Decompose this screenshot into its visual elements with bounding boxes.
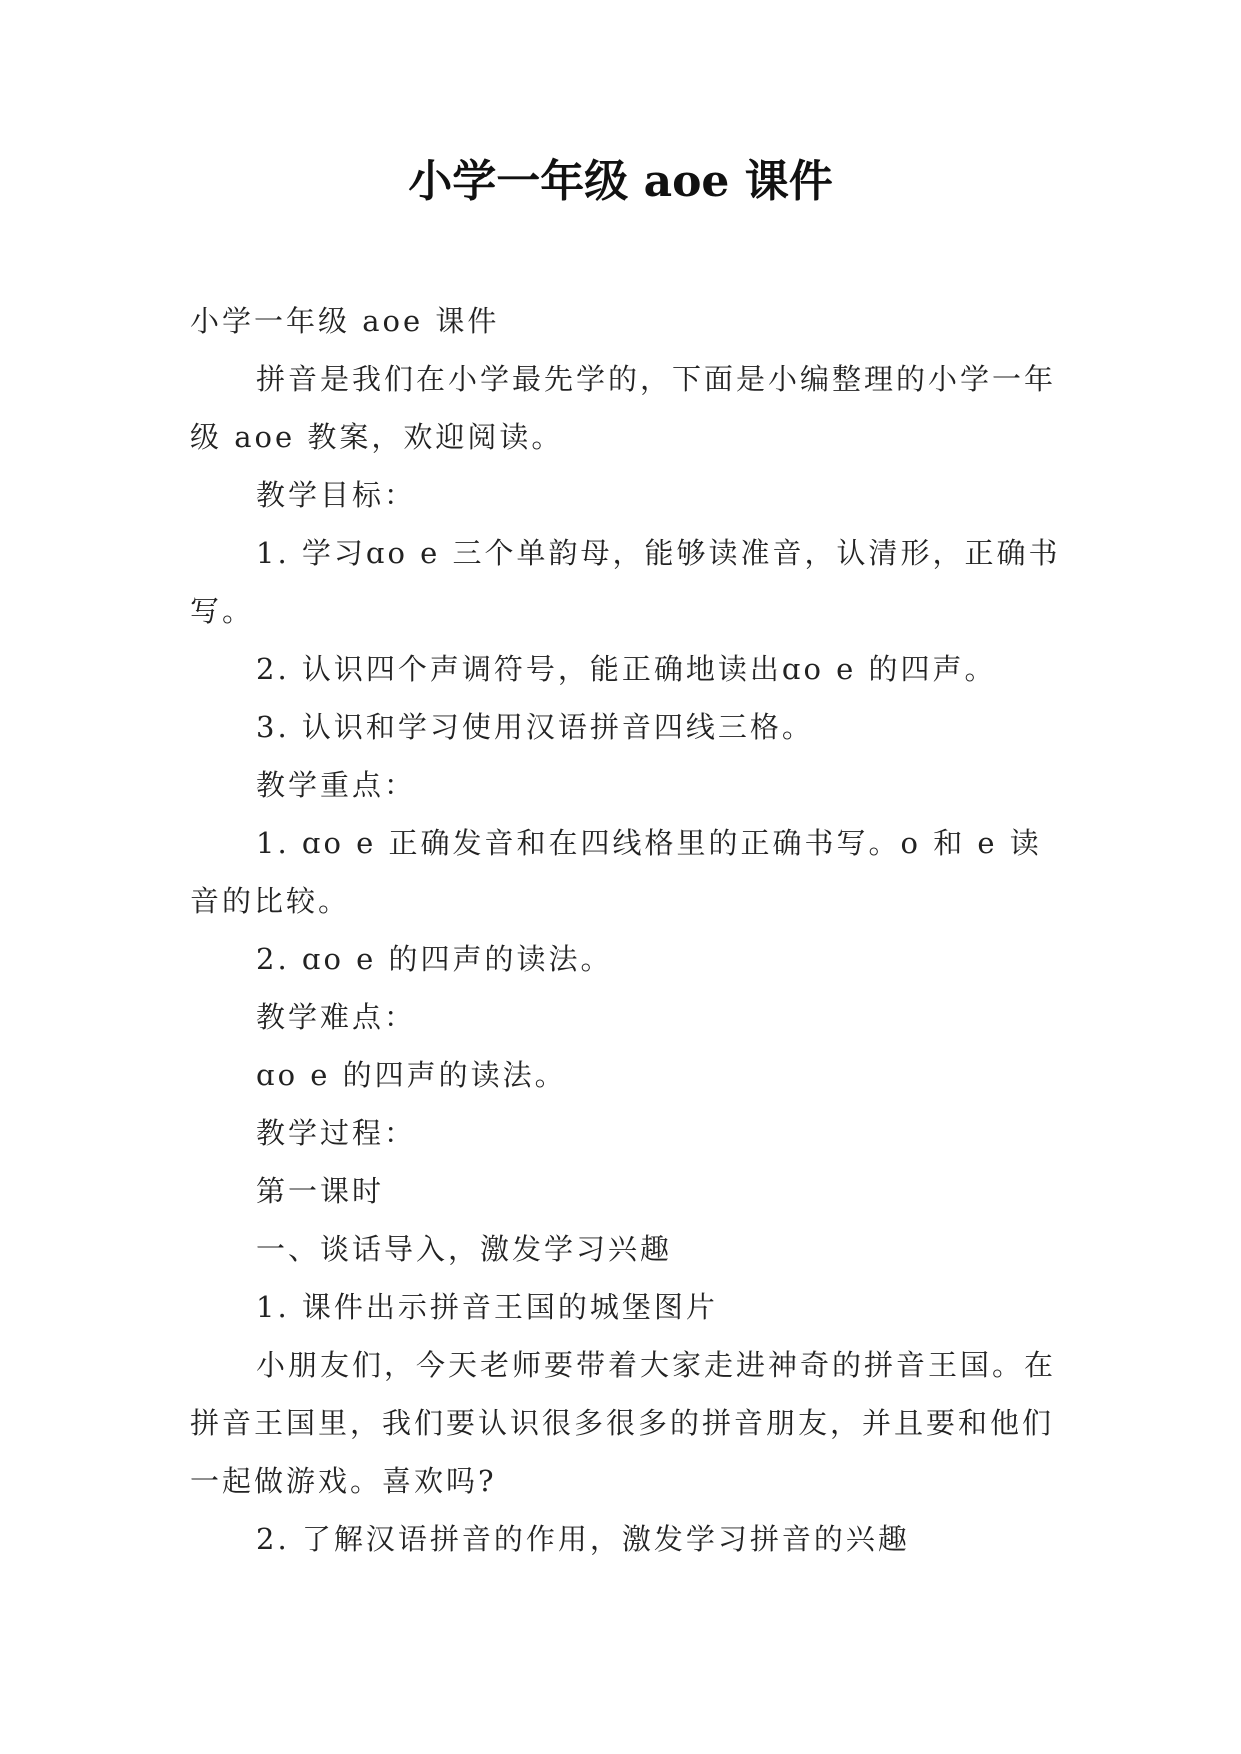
step-heading-1: 一、谈话导入，激发学习兴趣: [256, 1232, 673, 1266]
difficulty-item: ɑo e 的四声的读法。: [256, 1058, 567, 1092]
section-label-objectives: 教学目标：: [256, 478, 417, 512]
objective-item-1: 1. 学习ɑo e 三个单韵母，能够读准音，认清形，正确书写。: [190, 536, 1061, 628]
step-item-2: 2. 了解汉语拼音的作用，激发学习拼音的兴趣: [256, 1522, 910, 1556]
key-point-item-1: 1. ɑo e 正确发音和在四线格里的正确书写。o 和 e 读音的比较。: [190, 826, 1042, 918]
objective-item-3: 3. 认识和学习使用汉语拼音四线三格。: [256, 710, 814, 744]
step-item-1: 1. 课件出示拼音王国的城堡图片: [256, 1290, 718, 1324]
section-label-difficulties: 教学难点：: [256, 1000, 417, 1034]
paragraph-heading: 小学一年级 aoe 课件: [190, 304, 500, 338]
section-label-key-points: 教学重点：: [256, 768, 417, 802]
key-point-item-2: 2. ɑo e 的四声的读法。: [256, 942, 613, 976]
step-paragraph: 小朋友们，今天老师要带着大家走进神奇的拼音王国。在拼音王国里，我们要认识很多很多的拼音朋友，并且要和他们一起做游戏。喜欢吗?: [190, 1348, 1057, 1498]
document-title: 小学一年级 aoe 课件: [408, 156, 833, 207]
document-body: [190, 292, 1070, 1568]
section-label-process: 教学过程：: [256, 1116, 417, 1150]
paragraph-intro: 拼音是我们在小学最先学的，下面是小编整理的小学一年级 aoe 教案，欢迎阅读。: [190, 362, 1057, 454]
objective-item-2: 2. 认识四个声调符号，能正确地读出ɑo e 的四声。: [256, 652, 997, 686]
lesson-heading: 第一课时: [256, 1174, 385, 1208]
